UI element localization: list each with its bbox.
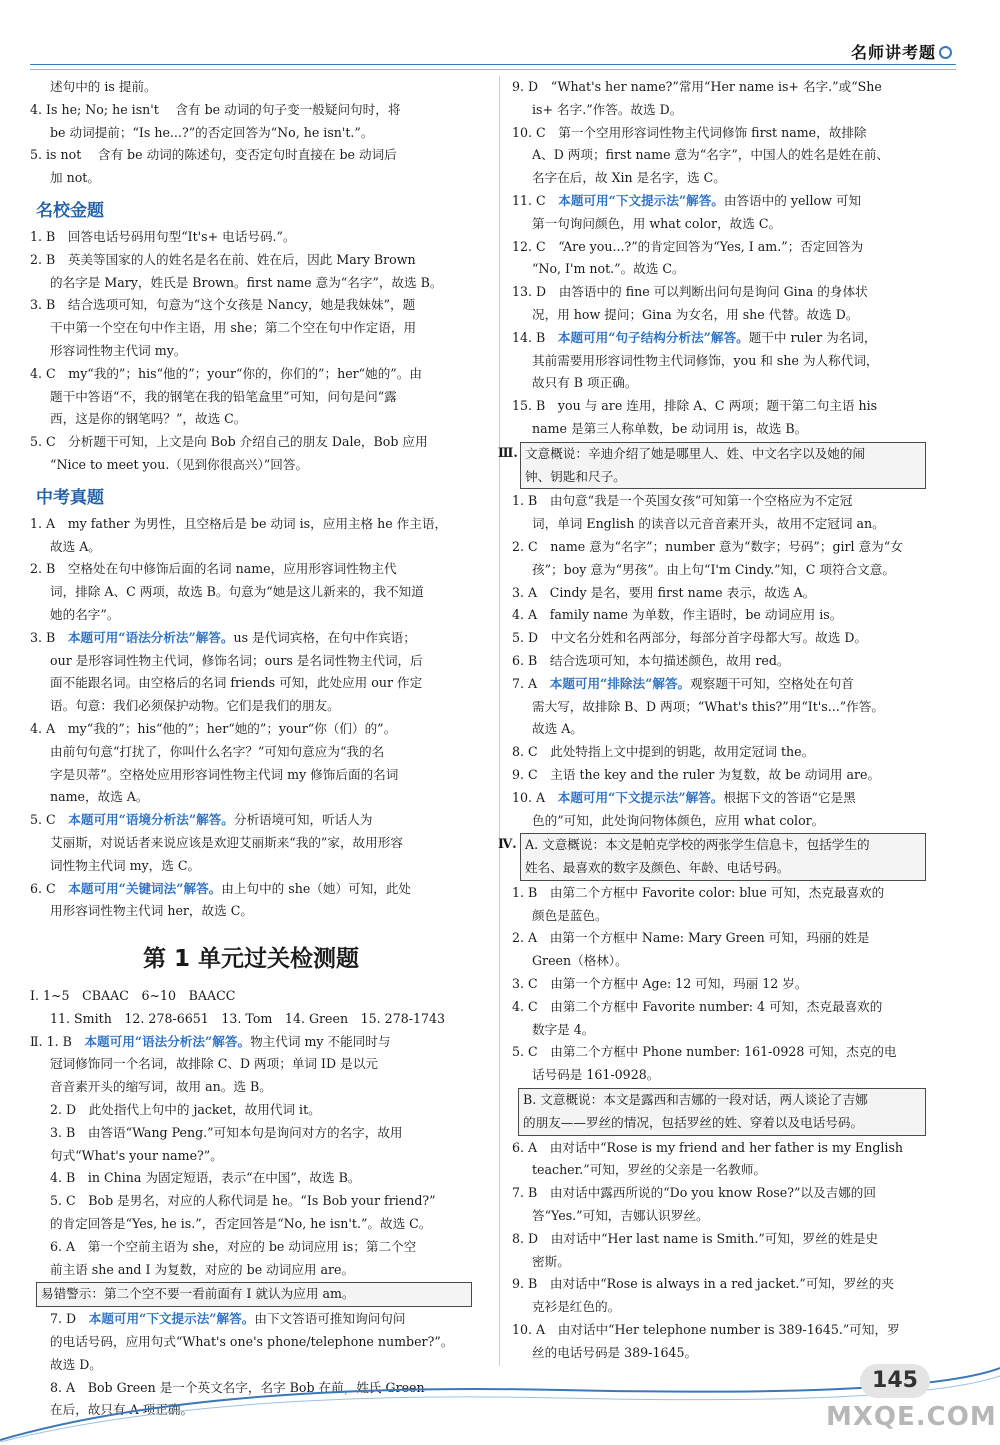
text-line xyxy=(512,258,926,281)
text-line xyxy=(30,1331,472,1354)
text-line xyxy=(30,1122,472,1145)
line-text: 字是贝蒂”。空格处应用形容词性物主代词 my 修饰后面的名词 xyxy=(50,766,399,782)
line-text: 5. C 分析题干可知，上文是向 Bob 介绍自己的朋友 Dale，Bob 应用 xyxy=(30,434,428,450)
line-text: 其前需要用形容词性物主代词修饰，you 和 she 为人称代词， xyxy=(532,352,879,368)
text-line xyxy=(512,1041,926,1064)
line-text: 故选 A。 xyxy=(50,538,101,554)
line-text: 2. B 空格处在句中修饰后面的名词 name，应用形容词性物主代 xyxy=(30,561,397,577)
text-line xyxy=(512,673,926,696)
text-line xyxy=(30,431,472,454)
text-line xyxy=(30,1213,472,1236)
text-line xyxy=(512,281,926,304)
line-text: 由上句中的 she（她）可知，此处 xyxy=(221,880,412,896)
line-text: 词，单词 English 的读音以元音音素开头，故用不定冠词 an。 xyxy=(532,516,885,532)
text-line xyxy=(512,810,926,833)
text-line xyxy=(30,167,472,190)
text-line xyxy=(512,418,926,441)
line-text: 面不能跟名词。由空格后的名词 friends 可知，此处应用 our 作定 xyxy=(50,675,423,691)
section-roman-label: Ⅳ. xyxy=(498,836,517,852)
line-text: 1. B 由句意“我是一个英国女孩”可知第一个空格应为不定冠 xyxy=(512,493,853,509)
summary-line: 文意概说：辛迪介绍了她是哪里人、姓、中文名字以及她的闹 xyxy=(525,445,866,461)
text-line xyxy=(30,741,472,764)
line-text: name，故选 A。 xyxy=(50,789,149,805)
method-hint: 本题可用“语法分析法”解答。 xyxy=(84,1033,251,1049)
text-line xyxy=(512,1064,926,1087)
line-text: 况，用 how 提问；Gina 为女名，用 she 代替。故选 D。 xyxy=(532,306,859,322)
text-line xyxy=(30,764,472,787)
text-line xyxy=(512,905,926,928)
method-hint: 本题可用“语法分析法”解答。 xyxy=(67,629,234,645)
text-line xyxy=(30,386,472,409)
text-line xyxy=(30,786,472,809)
method-hint: 本题可用“关键词法”解答。 xyxy=(68,880,222,896)
line-text: 述句中的 is 提前。 xyxy=(50,79,157,94)
line-text: 名字在后，故 Xin 是名字，选 C。 xyxy=(532,170,726,186)
text-line xyxy=(512,1019,926,1042)
line-text: 克衫是红色的。 xyxy=(532,1299,621,1315)
line-text: 3. A Cindy 是名，要用 first name 表示，故选 A。 xyxy=(512,584,816,600)
summary-line: 易错警示：第二个空不要一看前面有 I 就认为应用 am。 xyxy=(41,1286,355,1302)
line-text: 5. D 中文名分姓和名两部分，每部分首字母都大写。故选 D。 xyxy=(512,630,868,646)
text-line xyxy=(512,167,926,190)
line-text: 9. D “What's her name?”常用“Her name is+ 名字.”或“She xyxy=(512,79,882,94)
line-text: 8. D 由对话中“Her last name is Smith.”可知，罗丝的姓是史 xyxy=(512,1230,879,1246)
line-text: 5. C 由第二个方框中 Phone number: 161-0928 可知，杰克的电 xyxy=(512,1044,897,1060)
line-text: 由前句句意“打扰了，你叫什么名字？”可知句意应为“我的名 xyxy=(50,743,385,759)
line-text: 8. A Bob Green 是一个英文名字，名字 Bob 在前，姓氏 Green xyxy=(50,1379,425,1395)
text-line xyxy=(30,454,472,477)
line-text: 故选 A。 xyxy=(532,721,583,737)
text-line xyxy=(30,1031,472,1054)
text-line xyxy=(30,1259,472,1282)
line-text: 词性物主代词 my，选 C。 xyxy=(50,857,201,873)
summary-box xyxy=(520,442,926,490)
text-line xyxy=(512,764,926,787)
text-line xyxy=(30,76,472,99)
summary-box-group xyxy=(512,1088,926,1136)
line-text: Ⅰ. 1~5 CBAAC 6~10 BAACC xyxy=(30,988,236,1004)
line-text: 观察题干可知，空格处在句首 xyxy=(690,675,854,691)
line-text: 干中第一个空在句中作主语，用 she；第二个空在句中作定语，用 xyxy=(50,320,417,336)
line-text: 丝的电话号码是 389-1645。 xyxy=(532,1344,698,1360)
text-line xyxy=(30,226,472,249)
text-line xyxy=(512,582,926,605)
line-text: 话号码是 161-0928。 xyxy=(532,1067,660,1083)
summary-box-group xyxy=(498,833,926,881)
line-text: 4. C 由第二个方框中 Favorite number: 4 可知，杰克最喜欢的 xyxy=(512,998,883,1014)
line-text: 4. Is he; No; he isn't 含有 be 动词的句子变一般疑问句时，将 xyxy=(30,101,401,117)
line-text: 4. B in China 为固定短语，表示“在中国”，故选 B。 xyxy=(50,1170,361,1186)
line-text: 形容词性物主代词 my。 xyxy=(50,342,187,358)
section-heading: 中考真题 xyxy=(36,487,104,508)
text-line xyxy=(30,294,472,317)
page-header xyxy=(0,0,1000,78)
line-text: 5. C Bob 是男名，对应的人称代词是 he。“Is Bob your friend?” xyxy=(50,1193,436,1209)
summary-box-group xyxy=(30,1282,472,1307)
text-line xyxy=(30,144,472,167)
text-line xyxy=(30,695,472,718)
summary-box xyxy=(36,1282,472,1307)
right-column xyxy=(498,76,926,1365)
line-text: 艾丽斯，对说话者来说应该是欢迎艾丽斯来“我的”家，故用形容 xyxy=(50,834,403,850)
line-text: is+ 名字.”作答。故选 D。 xyxy=(532,101,683,117)
unit-title: 第 1 单元过关检测题 xyxy=(142,946,360,973)
text-line xyxy=(30,878,472,901)
text-line xyxy=(512,190,926,213)
item-number: 3. B xyxy=(30,629,68,645)
line-text: “Nice to meet you.（见到你很高兴）”回答。 xyxy=(50,456,309,472)
line-text: 颜色是蓝色。 xyxy=(532,907,608,923)
item-number: Ⅱ. 1. B xyxy=(30,1033,85,1049)
item-number: 11. C xyxy=(512,192,559,208)
text-line xyxy=(512,1273,926,1296)
line-text: 5. is not 含有 be 动词的陈述句，变否定句时直接在 be 动词后 xyxy=(30,147,397,163)
text-line xyxy=(512,927,926,950)
text-line xyxy=(30,317,472,340)
text-line xyxy=(512,513,926,536)
text-line xyxy=(512,395,926,418)
line-text: 12. C “Are you...?”的肯定回答为“Yes, I am.”；否定回答为 xyxy=(512,238,864,254)
line-text: 6. B 结合选项可知，本句描述颜色，故用 red。 xyxy=(512,652,790,668)
line-text: 6. A 由对话中“Rose is my friend and her father is my English xyxy=(512,1139,904,1155)
line-text: 分析语境可知，听话人为 xyxy=(233,812,373,828)
text-line xyxy=(30,672,472,695)
text-line xyxy=(30,1145,472,1168)
text-line xyxy=(512,973,926,996)
method-hint: 本题可用“句子结构分析法”解答。 xyxy=(557,329,749,345)
line-text: 语。句意：我们必须保护动物。它们是我们的朋友。 xyxy=(50,698,340,714)
line-text: 10. A 由对话中“Her telephone number is 389-1645.”可知，罗 xyxy=(512,1322,900,1338)
line-text: 6. A 第一个空前主语为 she，对应的 be 动词应用 is；第二个空 xyxy=(50,1238,417,1254)
text-line xyxy=(30,1053,472,1076)
line-text: 她的名字”。 xyxy=(50,606,120,622)
line-text: 故选 D。 xyxy=(50,1356,102,1372)
line-text: teacher.”可知，罗丝的父亲是一名教师。 xyxy=(532,1162,767,1178)
text-line xyxy=(512,144,926,167)
line-text: 11. Smith 12. 278-6651 13. Tom 14. Green 15. 278-1743 xyxy=(50,1010,446,1026)
line-text: 2. A 由第一个方框中 Name: Mary Green 可知，玛丽的姓是 xyxy=(512,930,870,946)
text-line xyxy=(512,213,926,236)
text-line xyxy=(512,718,926,741)
line-text: 8. C 此处特指上文中提到的钥匙，故用定冠词 the。 xyxy=(512,744,815,760)
line-text: 4. A family name 为单数，作主语时，be 动词应用 is。 xyxy=(512,607,843,623)
line-text: 物主代词 my 不能同时与 xyxy=(250,1033,391,1049)
line-text: 根据下文的答语“它是黑 xyxy=(723,789,856,805)
line-text: name 是第三人称单数，be 动词用 is，故选 B。 xyxy=(532,420,808,436)
text-line xyxy=(30,536,472,559)
text-line xyxy=(512,99,926,122)
text-line xyxy=(30,985,472,1008)
text-line xyxy=(30,1190,472,1213)
text-line xyxy=(30,581,472,604)
text-line xyxy=(512,696,926,719)
line-text: 4. C my“我的”；his“他的”；your“你的，你们的”；her“她的”。由 xyxy=(30,365,422,381)
text-line xyxy=(30,99,472,122)
line-text: 题干中答语“不，我的钢笔在我的铅笔盒里”可知，问句是问“露 xyxy=(50,388,397,404)
item-number: 7. A xyxy=(512,675,550,691)
line-text: 1. B 由第二个方框中 Favorite color: blue 可知，杰克最喜欢的 xyxy=(512,884,885,900)
line-text: 音音素开头的缩写词，故用 an。选 B。 xyxy=(50,1079,272,1095)
method-hint: 本题可用“排除法”解答。 xyxy=(549,675,691,691)
text-line xyxy=(30,272,472,295)
text-line xyxy=(512,650,926,673)
text-line xyxy=(512,536,926,559)
text-line xyxy=(30,900,472,923)
text-line xyxy=(30,832,472,855)
summary-box xyxy=(520,833,926,881)
text-line xyxy=(30,249,472,272)
method-hint: 本题可用“下文提示法”解答。 xyxy=(558,192,724,208)
line-text: 4. A my“我的”；his“他的”；her“她的”；your“你（们）的”。 xyxy=(30,720,397,736)
text-line xyxy=(512,1228,926,1251)
text-line xyxy=(512,787,926,810)
line-text: 7. B 由对话中露西所说的“Do you know Rose?”以及吉娜的回 xyxy=(512,1185,876,1201)
item-number: 6. C xyxy=(30,880,69,896)
item-number: 10. A xyxy=(512,789,558,805)
summary-box-group xyxy=(498,442,926,490)
text-line xyxy=(512,1137,926,1160)
method-hint: 本题可用“下文提示法”解答。 xyxy=(557,789,724,805)
header-rule-thin xyxy=(30,69,956,70)
line-text: 的肯定回答是“Yes, he is.”，否定回答是“No, he isn't.”。故选 C。 xyxy=(50,1216,432,1232)
summary-line: B. 文意概说：本文是露西和吉娜的一段对话，两人谈论了吉娜 xyxy=(523,1092,868,1108)
summary-line: 姓名、最喜欢的数字及颜色、年龄、电话号码。 xyxy=(525,860,790,876)
line-text: 数字是 4。 xyxy=(532,1021,595,1037)
text-line xyxy=(30,340,472,363)
header-rule xyxy=(30,64,956,65)
text-line xyxy=(512,1251,926,1274)
line-text: 句式“What's your name?”。 xyxy=(50,1147,223,1163)
line-text: 13. D 由答语中的 fine 可以判断出问句是询问 Gina 的身体状 xyxy=(512,284,868,300)
line-text: 答“Yes.”可知，吉娜认识罗丝。 xyxy=(532,1208,709,1224)
text-line xyxy=(30,604,472,627)
text-line xyxy=(512,76,926,99)
summary-line: 的朋友——罗丝的情况，包括罗丝的姓、穿着以及电话号码。 xyxy=(523,1114,864,1130)
line-text: 15. B you 与 are 连用，排除 A、C 两项；题干第二句主语 his xyxy=(512,398,878,414)
line-text: 需大写，故排除 B、D 两项；“What's this?”用“It's...”作答。 xyxy=(532,698,884,714)
summary-box xyxy=(518,1088,926,1136)
line-text: 在后，故只有 A 项正确。 xyxy=(50,1402,194,1418)
text-line xyxy=(512,304,926,327)
line-text: 1. B 回答电话号码用句型“It's+ 电话号码.”。 xyxy=(30,228,296,244)
item-number: 5. C xyxy=(30,812,69,828)
line-text: A、D 两项；first name 意为“名字”，中国人的姓名是姓在前、 xyxy=(532,147,889,163)
text-line xyxy=(512,882,926,905)
line-text: 加 not。 xyxy=(50,170,100,186)
left-column xyxy=(30,76,472,1422)
text-line xyxy=(512,1319,926,1342)
line-text: “No, I'm not.”。故选 C。 xyxy=(532,261,685,277)
line-text: Green（格林）。 xyxy=(532,953,628,969)
text-line xyxy=(512,350,926,373)
line-text: 9. B 由对话中“Rose is always in a red jacket.”可知，罗丝的夹 xyxy=(512,1276,894,1292)
header-circle-icon xyxy=(939,46,952,59)
text-line xyxy=(30,513,472,536)
column-divider xyxy=(499,76,500,1366)
summary-line: A. 文意概说：本文是帕克学校的两张学生信息卡，包括学生的 xyxy=(525,837,870,853)
text-line xyxy=(512,604,926,627)
line-text: 3. B 由答语“Wang Peng.”可知本句是询问对方的名字，故用 xyxy=(50,1124,403,1140)
line-text: 色的”可知，此处询问物体颜色，应用 what color。 xyxy=(532,812,825,828)
text-line xyxy=(30,718,472,741)
item-number: 14. B xyxy=(512,329,558,345)
item-number: 7. D xyxy=(50,1311,89,1327)
method-hint: 本题可用“下文提示法”解答。 xyxy=(88,1311,255,1327)
section-roman-label: Ⅲ. xyxy=(498,444,518,460)
text-line xyxy=(512,1296,926,1319)
line-text: 的电话号码，应用句式“What's one's phone/telephone number?”。 xyxy=(50,1334,454,1350)
line-text: 由下文答语可推知询问句问 xyxy=(254,1311,406,1327)
text-line xyxy=(30,408,472,431)
header-title: 名师讲考题 xyxy=(850,43,936,62)
text-line xyxy=(512,327,926,350)
text-line xyxy=(512,490,926,513)
line-text: 孩”；boy 意为“男孩”。由上句“I'm Cindy.”知，C 项符合文意。 xyxy=(532,561,895,577)
text-line xyxy=(512,950,926,973)
line-text: 题干中 ruler 为名词， xyxy=(748,329,877,345)
watermark: MXQE.COM xyxy=(826,1402,997,1432)
line-text: 2. C name 意为“名字”；number 意为“数字；号码”；girl 意为“女 xyxy=(512,538,903,554)
section-heading: 名校金题 xyxy=(36,200,104,221)
summary-line: 钟、钥匙和尺子。 xyxy=(525,468,626,484)
text-line xyxy=(512,627,926,650)
text-line xyxy=(30,1308,472,1331)
line-text: 用形容词性物主代词 her，故选 C。 xyxy=(50,903,253,919)
line-text: 前主语 she and I 为复数，对应的 be 动词应用 are。 xyxy=(50,1261,355,1277)
text-line xyxy=(30,809,472,832)
text-line xyxy=(512,236,926,259)
line-text: 西，这是你的钢笔吗？”，故选 C。 xyxy=(50,411,247,427)
text-line xyxy=(30,1076,472,1099)
line-text: 的名字是 Mary，姓氏是 Brown。first name 意为“名字”，故选 B。 xyxy=(50,274,443,290)
line-text: our 是形容词性物主代词，修饰名词；ours 是名词性物主代词，后 xyxy=(50,652,423,668)
line-text: 故只有 B 项正确。 xyxy=(532,375,638,391)
text-line xyxy=(30,627,472,650)
page-number: 145 xyxy=(860,1364,930,1398)
text-line xyxy=(30,122,472,145)
line-text: 词，排除 A、C 两项，故选 B。句意为“她是这儿新来的，我不知道 xyxy=(50,584,424,600)
text-line xyxy=(30,558,472,581)
line-text: 9. C 主语 the key and the ruler 为复数，故 be 动词用 are。 xyxy=(512,766,881,782)
text-line xyxy=(30,1236,472,1259)
text-line xyxy=(30,363,472,386)
line-text: 10. C 第一个空用形容词性物主代词修饰 first name，故排除 xyxy=(512,124,867,140)
line-text: 3. C 由第一个方框中 Age: 12 可知，玛丽 12 岁。 xyxy=(512,976,808,992)
method-hint: 本题可用“语境分析法”解答。 xyxy=(68,812,234,828)
text-line xyxy=(512,741,926,764)
text-line xyxy=(30,1167,472,1190)
text-line xyxy=(30,650,472,673)
line-text: 密斯。 xyxy=(532,1253,570,1269)
line-text: 冠词修饰同一个名词，故排除 C、D 两项；单词 ID 是以元 xyxy=(50,1056,378,1072)
line-text: 3. B 结合选项可知，句意为“这个女孩是 Nancy，她是我妹妹”，题 xyxy=(30,297,416,313)
text-line xyxy=(512,1159,926,1182)
line-text: 由答语中的 yellow 可知 xyxy=(723,192,862,208)
text-line xyxy=(30,1008,472,1031)
line-text: be 动词提前；“Is he...?”的否定回答为“No, he isn't.”。 xyxy=(50,124,374,140)
line-text: 2. B 英美等国家的人的姓名是名在前、姓在后，因此 Mary Brown xyxy=(30,251,416,267)
text-line xyxy=(512,372,926,395)
text-line xyxy=(512,1182,926,1205)
text-line xyxy=(512,559,926,582)
line-text: us 是代词宾格，在句中作宾语； xyxy=(233,629,416,645)
text-line xyxy=(512,1205,926,1228)
text-line xyxy=(512,122,926,145)
line-text: 1. A my father 为男性，且空格后是 be 动词 is，应用主格 he 作主语， xyxy=(30,515,448,531)
line-text: 第一句询问颜色，用 what color，故选 C。 xyxy=(532,215,782,231)
text-line xyxy=(30,855,472,878)
text-line xyxy=(30,1099,472,1122)
line-text: 2. D 此处指代上句中的 jacket，故用代词 it。 xyxy=(50,1102,321,1118)
text-line xyxy=(512,996,926,1019)
